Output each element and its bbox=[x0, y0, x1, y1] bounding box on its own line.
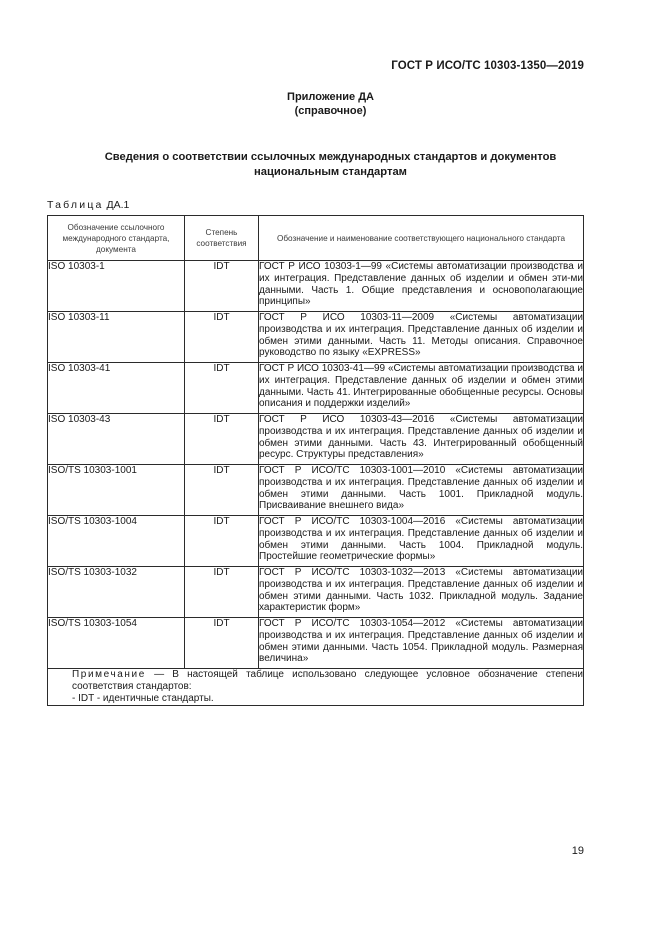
cell-reference: ISO 10303-1 bbox=[48, 261, 185, 312]
appendix-heading bbox=[0, 90, 661, 118]
appendix-subtitle: (справочное) bbox=[294, 105, 367, 117]
cell-national: ГОСТ Р ИСО 10303-41—99 «Системы автоматизации производства и их интеграция. Представление данных об изделии и обмен этими данными. Часть 41. Интегрированные обобщенные ресурсы. Основы описания и поддержки изделий» bbox=[259, 363, 584, 414]
note-item: - IDT - идентичные стандарты. bbox=[72, 693, 214, 704]
standards-correspondence-table bbox=[47, 215, 584, 706]
cell-national: ГОСТ Р ИСО/ТС 10303-1004—2016 «Системы автоматизации производства и их интеграция. Представление данных об изделии и обмен этими данными. Часть 1004. Прикладной модуль. Простейшие геометрические формы» bbox=[259, 516, 584, 567]
table-row bbox=[48, 516, 584, 567]
section-title-line-1: Сведения о соответствии ссылочных международных стандартов и документов bbox=[104, 151, 557, 163]
table-row bbox=[48, 567, 584, 618]
cell-reference: ISO/TS 10303-1032 bbox=[48, 567, 185, 618]
table-row bbox=[48, 618, 584, 669]
header-reference-standard: Обозначение ссылочного международного стандарта, документа bbox=[48, 216, 185, 261]
cell-degree: IDT bbox=[185, 567, 259, 618]
header-degree: Степень соответствия bbox=[185, 216, 259, 261]
table-row bbox=[48, 465, 584, 516]
table-row bbox=[48, 312, 584, 363]
note-lead: Примечание bbox=[72, 669, 146, 680]
table-row bbox=[48, 261, 584, 312]
cell-reference: ISO 10303-41 bbox=[48, 363, 185, 414]
cell-reference: ISO/TS 10303-1004 bbox=[48, 516, 185, 567]
cell-degree: IDT bbox=[185, 312, 259, 363]
header-national-standard: Обозначение и наименование соответствующего национального стандарта bbox=[259, 216, 584, 261]
table-caption-prefix: Таблица bbox=[47, 199, 104, 211]
appendix-title: Приложение ДА bbox=[287, 91, 374, 103]
table-row bbox=[48, 363, 584, 414]
cell-degree: IDT bbox=[185, 618, 259, 669]
cell-national: ГОСТ Р ИСО/ТС 10303-1054—2012 «Системы автоматизации производства и их интеграция. Представление данных об изделии и обмен этими данными. Часть 1054. Прикладной модуль. Размерная величина» bbox=[259, 618, 584, 669]
table-header-row bbox=[48, 216, 584, 261]
cell-national: ГОСТ Р ИСО 10303-43—2016 «Системы автоматизации производства и их интеграция. Представление данных об изделии и обмен этими данными. Часть 43. Интегрированный обобщенный ресурс. Структуры представления» bbox=[259, 414, 584, 465]
section-title-line-2: национальным стандартам bbox=[254, 165, 407, 178]
cell-reference: ISO/TS 10303-1001 bbox=[48, 465, 185, 516]
cell-reference: ISO 10303-43 bbox=[48, 414, 185, 465]
cell-reference: ISO/TS 10303-1054 bbox=[48, 618, 185, 669]
cell-reference: ISO 10303-11 bbox=[48, 312, 185, 363]
cell-national: ГОСТ Р ИСО/ТС 10303-1001—2010 «Системы автоматизации производства и их интеграция. Представление данных об изделии и обмен этими данными. Часть 1001. Прикладной модуль. Присваивание внешнего вида» bbox=[259, 465, 584, 516]
cell-degree: IDT bbox=[185, 465, 259, 516]
note-text: — В настоящей таблице использовано следующее условное обозначение степени соответствия стандартов: bbox=[72, 669, 583, 692]
cell-degree: IDT bbox=[185, 414, 259, 465]
document-code: ГОСТ Р ИСО/ТС 10303-1350—2019 bbox=[391, 60, 584, 72]
cell-national: ГОСТ Р ИСО/ТС 10303-1032—2013 «Системы автоматизации производства и их интеграция. Представление данных об изделии и обмен этими данными. Часть 1032. Прикладной модуль. Задание характеристик форм» bbox=[259, 567, 584, 618]
cell-degree: IDT bbox=[185, 363, 259, 414]
page-number: 19 bbox=[571, 845, 584, 857]
table-note bbox=[48, 669, 584, 706]
cell-degree: IDT bbox=[185, 516, 259, 567]
table-caption bbox=[47, 199, 129, 211]
table-row bbox=[48, 414, 584, 465]
note-paragraph bbox=[48, 669, 583, 693]
cell-national: ГОСТ Р ИСО 10303-1—99 «Системы автоматизации производства и их интеграция. Представление данных об изделии и обмен эти-ми данными. Часть 1. Общие представления и основополагающие принципы» bbox=[259, 261, 584, 312]
section-title bbox=[60, 150, 601, 179]
cell-degree: IDT bbox=[185, 261, 259, 312]
cell-national: ГОСТ Р ИСО 10303-11—2009 «Системы автоматизации производства и их интеграция. Представление данных об изделии и обмен этими данными. Часть 11. Методы описания. Справочное руководство по языку «EXPRESS» bbox=[259, 312, 584, 363]
table-note-row bbox=[48, 669, 584, 706]
table-caption-number: ДА.1 bbox=[106, 199, 130, 211]
